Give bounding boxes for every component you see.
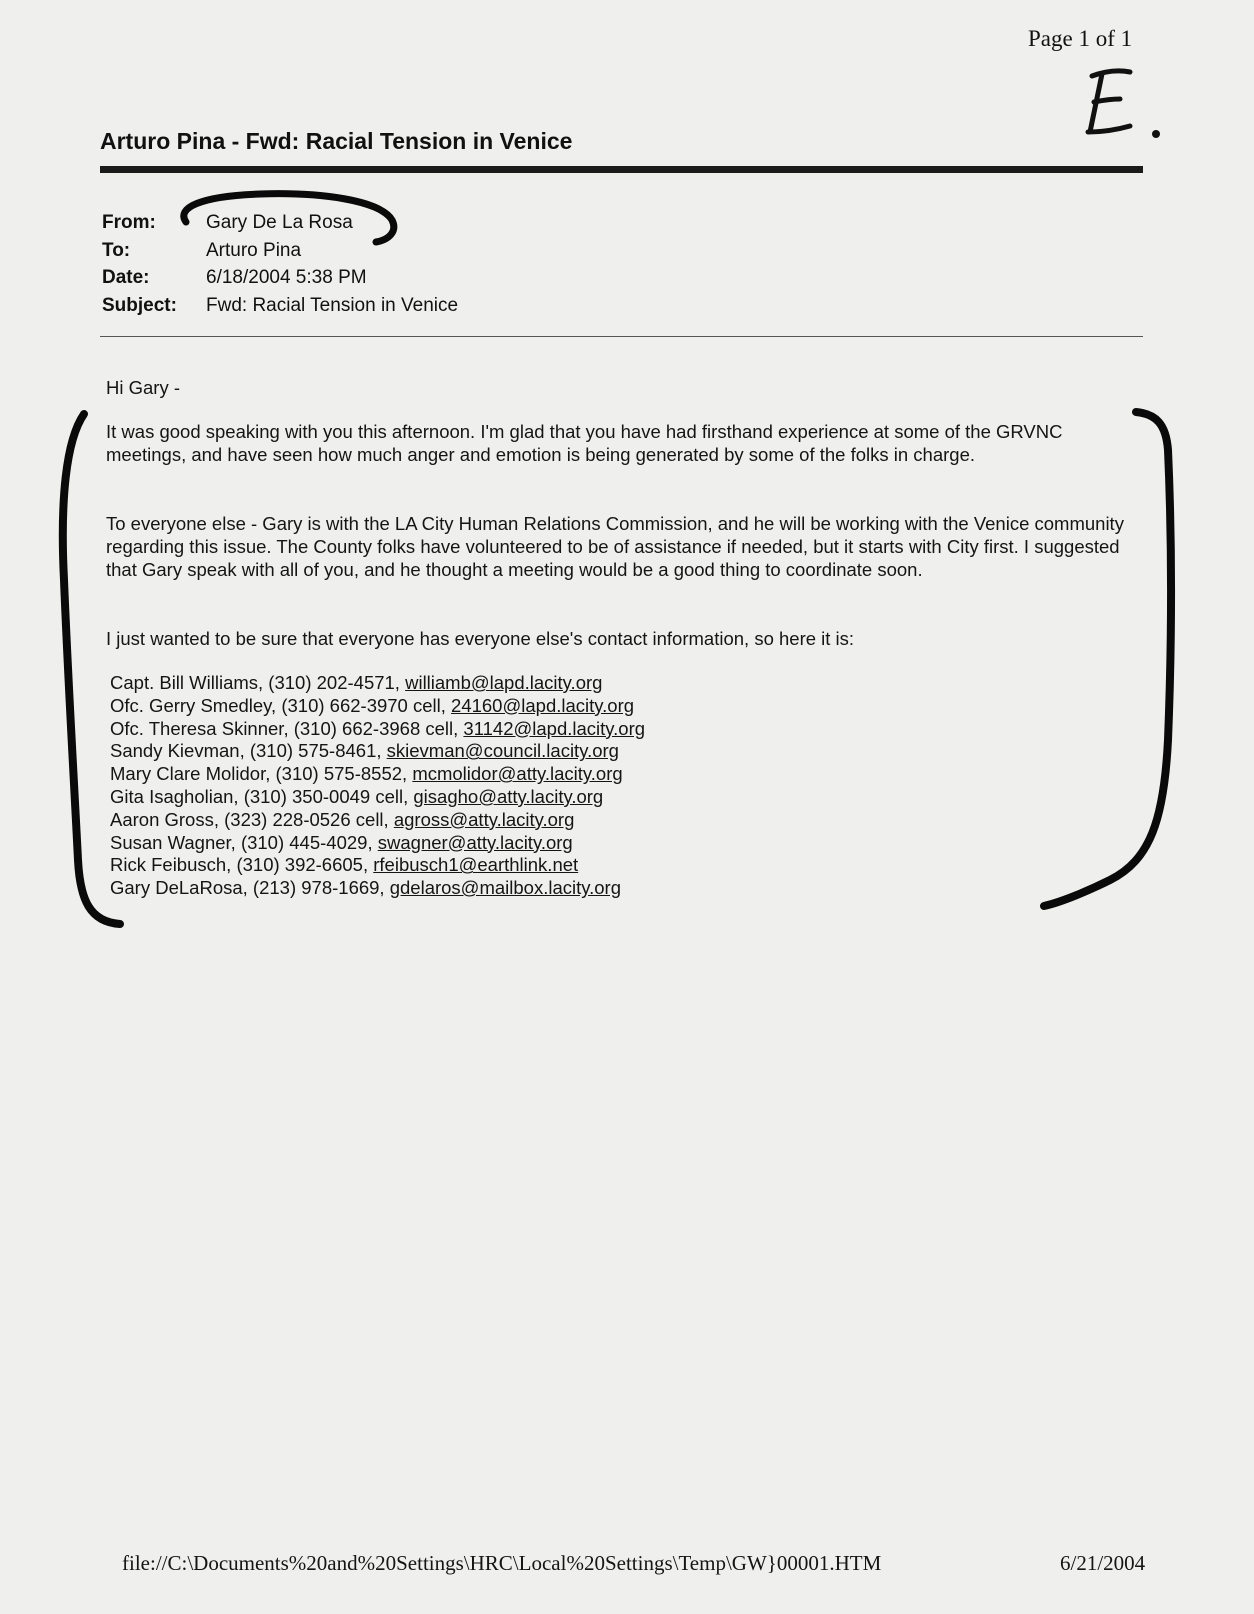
contact-item (110, 718, 645, 741)
header-subject (102, 295, 458, 323)
paragraph-3: I just wanted to be sure that everyone has everyone else's contact information, so here it is: (106, 628, 855, 649)
header-from (102, 212, 458, 240)
contact-email-link[interactable]: gdelaros@mailbox.lacity.org (389, 877, 622, 899)
contact-email-link[interactable]: williamb@lapd.lacity.org (405, 672, 603, 693)
header-date-label: Date: (102, 267, 150, 288)
contact-details: Ofc. Theresa Skinner, (310) 662-3968 cell, (110, 717, 464, 739)
contact-item (110, 740, 645, 763)
header-from-label: From: (102, 212, 156, 233)
contact-email-link[interactable]: mcmolidor@atty.lacity.org (412, 763, 623, 785)
header-rule (100, 336, 1143, 337)
contact-details: Sandy Kievman, (310) 575-8461, (110, 740, 387, 762)
greeting: Hi Gary - (106, 377, 180, 398)
contact-details: Gary DeLaRosa, (213) 978-1669, (110, 877, 390, 899)
contact-item (110, 763, 645, 786)
contact-details: Susan Wagner, (310) 445-4029, (110, 831, 378, 853)
paragraph-2: To everyone else - Gary is with the LA City Human Relations Commission, and he will be working with the Venice community regarding this issue. The County folks have volunteered to be of assistance if needed, but it starts with City first. I suggested that Gary speak with all of you, and he thought a meeting would be a good thing to coordinate soon. (106, 513, 1124, 580)
paragraph-1: It was good speaking with you this afternoon. I'm glad that you have had firsthand experience at some of the GRVNC meetings, and have seen how much anger and emotion is being generated by some of the folks in charge. (106, 421, 1063, 465)
contact-email-link[interactable]: agross@atty.lacity.org (393, 808, 575, 830)
contact-details: Aaron Gross, (323) 228-0526 cell, (110, 808, 394, 830)
contact-email-link[interactable]: rfeibusch1@earthlink.net (373, 854, 579, 876)
header-subject-value: Fwd: Racial Tension in Venice (206, 294, 459, 316)
email-title: Arturo Pina - Fwd: Racial Tension in Venice (100, 128, 573, 154)
contact-item (110, 832, 645, 855)
email-headers (102, 212, 458, 322)
title-rule (100, 166, 1143, 173)
contact-details: Capt. Bill Williams, (310) 202-4571, (110, 672, 406, 693)
contact-item (110, 809, 645, 832)
right-bracket-mark (1044, 412, 1171, 906)
contact-list (110, 672, 645, 900)
header-date-value: 6/18/2004 5:38 PM (206, 267, 367, 288)
contact-email-link[interactable]: 24160@lapd.lacity.org (451, 694, 635, 716)
page-number: Page 1 of 1 (1028, 26, 1133, 51)
contact-item (110, 877, 645, 900)
handwritten-e-mark (1080, 66, 1170, 146)
header-to-value: Arturo Pina (206, 239, 302, 261)
contact-email-link[interactable]: swagner@atty.lacity.org (377, 831, 573, 853)
contact-details: Rick Feibusch, (310) 392-6605, (110, 854, 374, 876)
header-subject-label: Subject: (102, 294, 177, 316)
contact-details: Ofc. Gerry Smedley, (310) 662-3970 cell, (110, 694, 452, 716)
contact-email-link[interactable]: 31142@lapd.lacity.org (463, 717, 646, 739)
header-from-value: Gary De La Rosa (206, 212, 353, 233)
footer-file-path: file://C:\Documents%20and%20Settings\HRC\Local%20Settings\Temp\GW}00001.HTM (122, 1551, 882, 1575)
contact-details: Gita Isagholian, (310) 350-0049 cell, (110, 785, 414, 807)
contact-item (110, 854, 645, 877)
header-to-label: To: (102, 239, 131, 261)
contact-item (110, 672, 645, 695)
header-date (102, 267, 458, 295)
contact-details: Mary Clare Molidor, (310) 575-8552, (110, 763, 413, 785)
contact-item (110, 786, 645, 809)
contact-email-link[interactable]: skievman@council.lacity.org (386, 740, 619, 762)
contact-item (110, 695, 645, 718)
header-to (102, 240, 458, 268)
footer-date: 6/21/2004 (1060, 1551, 1146, 1575)
contact-email-link[interactable]: gisagho@atty.lacity.org (413, 785, 604, 807)
